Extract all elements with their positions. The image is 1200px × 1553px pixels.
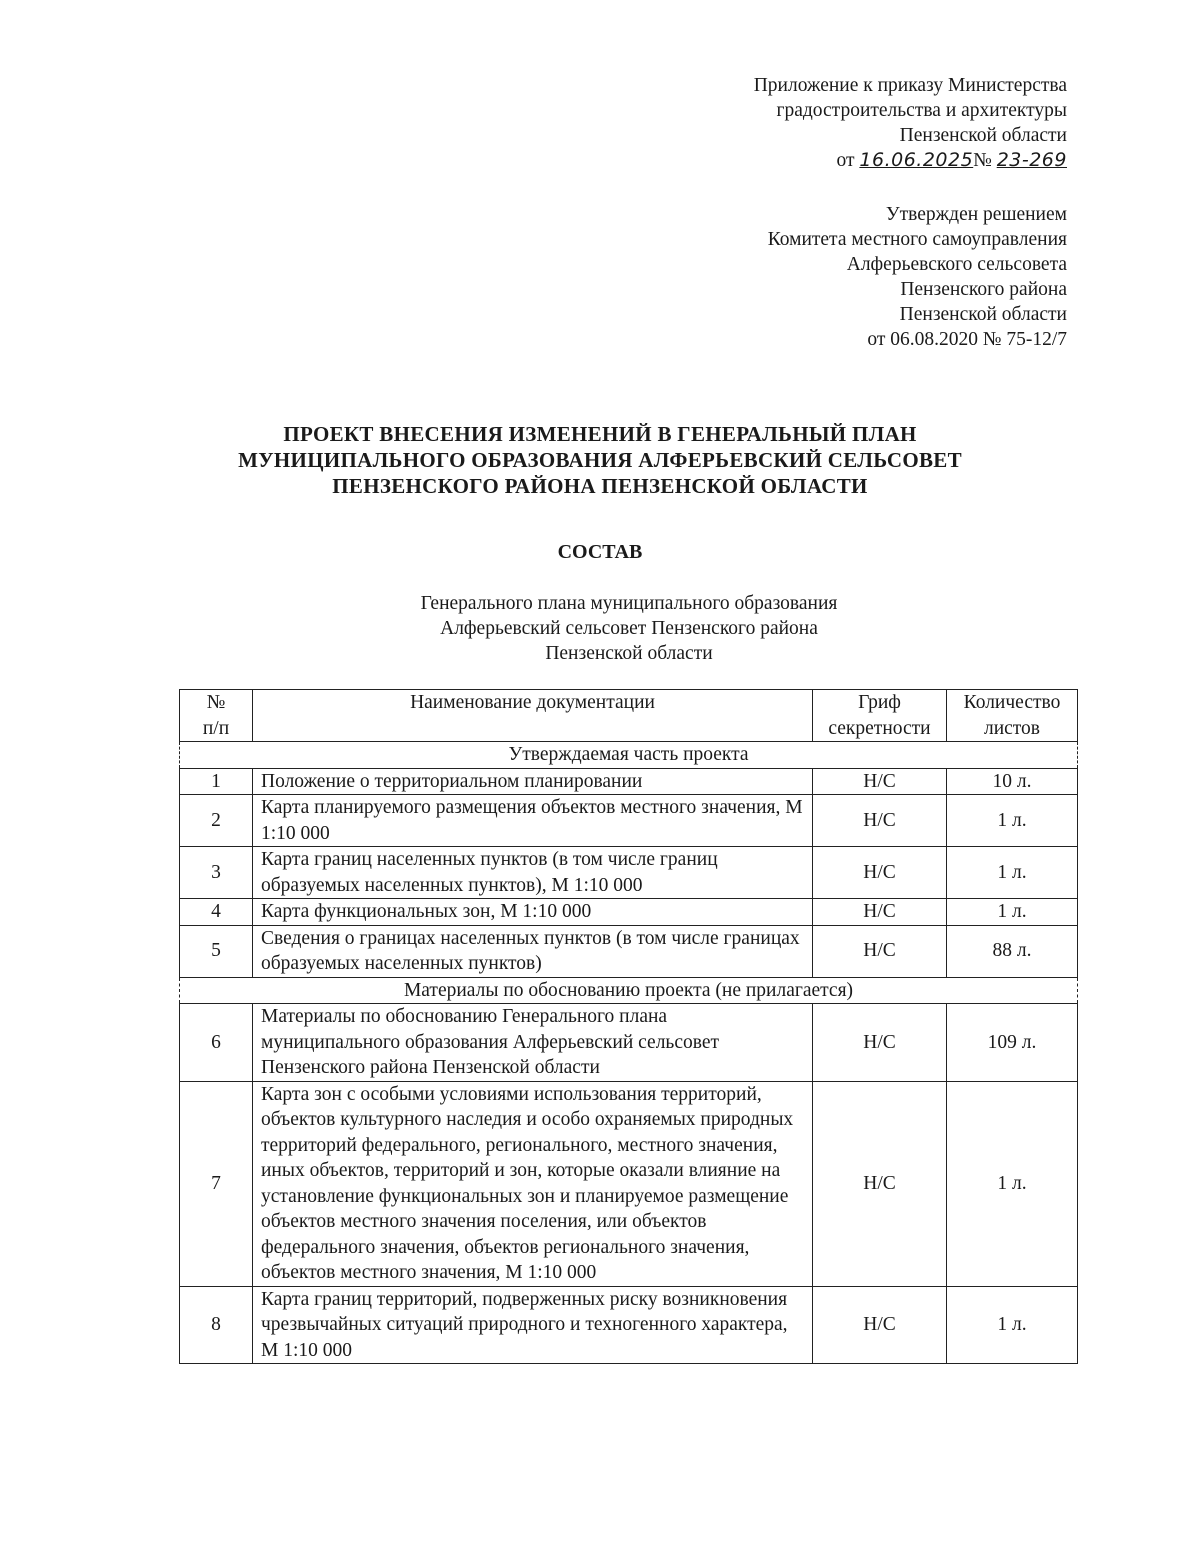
composition-table — [179, 689, 1078, 1364]
section-row — [180, 742, 1078, 769]
approval-line: от 06.08.2020 № 75-12/7 — [867, 329, 1067, 350]
row-name: Карта планируемого размещения объектов местного значения, М 1:10 000 — [253, 795, 813, 847]
appendix-header — [754, 73, 1067, 173]
table-row — [180, 899, 1078, 926]
row-number: 3 — [180, 847, 253, 899]
row-count: 1 л. — [947, 1081, 1078, 1286]
row-name: Положение о территориальном планировании — [253, 768, 813, 795]
header-name: Наименование документации — [253, 690, 813, 742]
handwritten-number: 23-269 — [996, 149, 1067, 171]
title-line: ПРОЕКТ ВНЕСЕНИЯ ИЗМЕНЕНИЙ В ГЕНЕРАЛЬНЫЙ ПЛАН — [283, 422, 917, 446]
document-title — [0, 421, 1200, 499]
row-count: 1 л. — [947, 1286, 1078, 1364]
header-secrecy — [813, 690, 947, 742]
subtitle — [0, 591, 1200, 666]
header-secrecy-line: Гриф — [858, 692, 901, 713]
row-count: 109 л. — [947, 1004, 1078, 1082]
header-number — [180, 690, 253, 742]
row-count: 1 л. — [947, 847, 1078, 899]
header-count-line: листов — [983, 717, 1041, 739]
from-label: от — [836, 150, 855, 171]
row-number: 5 — [180, 925, 253, 977]
approval-line: Утвержден решением — [885, 204, 1067, 225]
row-name: Карта функциональных зон, М 1:10 000 — [253, 899, 813, 926]
appendix-line: Приложение к приказу Министерства — [753, 75, 1067, 96]
row-name: Карта границ территорий, подверженных риску возникновения чрезвычайных ситуаций природного и техногенного характера, М 1:10 000 — [253, 1286, 813, 1364]
row-name: Сведения о границах населенных пунктов (в том числе границах образуемых населенных пунктов) — [253, 925, 813, 977]
table-row — [180, 1081, 1078, 1286]
table-row — [180, 925, 1078, 977]
approval-line: Алферьевского сельсовета — [846, 254, 1067, 275]
table-row — [180, 847, 1078, 899]
row-number: 1 — [180, 768, 253, 795]
header-secrecy-line: секретности — [828, 717, 931, 739]
row-count: 88 л. — [947, 925, 1078, 977]
number-label: № — [973, 150, 992, 171]
title-line: ПЕНЗЕНСКОГО РАЙОНА ПЕНЗЕНСКОЙ ОБЛАСТИ — [332, 474, 868, 498]
header-count — [947, 690, 1078, 742]
approval-line: Пензенской области — [899, 304, 1067, 325]
row-secrecy: Н/С — [813, 1081, 947, 1286]
row-secrecy: Н/С — [813, 847, 947, 899]
row-number: 6 — [180, 1004, 253, 1082]
row-secrecy: Н/С — [813, 795, 947, 847]
table-row — [180, 1286, 1078, 1364]
row-secrecy: Н/С — [813, 768, 947, 795]
subtitle-line: Алферьевский сельсовет Пензенского района — [440, 618, 818, 639]
table-row — [180, 768, 1078, 795]
header-count-line: Количество — [963, 692, 1061, 713]
approval-line: Пензенского района — [900, 279, 1067, 300]
subtitle-line: Пензенской области — [545, 643, 713, 664]
row-count: 1 л. — [947, 795, 1078, 847]
section-row — [180, 977, 1078, 1004]
row-number: 4 — [180, 899, 253, 926]
approval-block — [768, 202, 1067, 352]
header-number-line: п/п — [202, 717, 230, 739]
row-secrecy: Н/С — [813, 925, 947, 977]
sostav-heading: СОСТАВ — [557, 541, 643, 563]
table-row — [180, 795, 1078, 847]
subtitle-line: Генерального плана муниципального образования — [420, 593, 838, 614]
appendix-line: градостроительства и архитектуры — [776, 100, 1067, 121]
row-name: Карта зон с особыми условиями использования территорий, объектов культурного наследия и особо охраняемых природных территорий федерального, регионального, местного значения, иных объектов, территорий и зон, которые оказали влияние на установление функциональных зон и планируемое размещение объектов местного значения поселения, или объектов федерального значения, объектов регионального значения, объектов местного значения, М 1:10 000 — [253, 1081, 813, 1286]
row-number: 8 — [180, 1286, 253, 1364]
section-title: Утверждаемая часть проекта — [180, 742, 1078, 769]
row-secrecy: Н/С — [813, 1004, 947, 1082]
row-number: 7 — [180, 1081, 253, 1286]
header-number-line: № — [206, 692, 226, 713]
table-row — [180, 1004, 1078, 1082]
approval-line: Комитета местного самоуправления — [767, 229, 1067, 250]
row-name: Материалы по обоснованию Генерального плана муниципального образования Алферьевский сельсовет Пензенского района Пензенской области — [253, 1004, 813, 1082]
row-count: 1 л. — [947, 899, 1078, 926]
section-title: Материалы по обоснованию проекта (не прилагается) — [180, 977, 1078, 1004]
row-name: Карта границ населенных пунктов (в том числе границ образуемых населенных пунктов), М 1:10 000 — [253, 847, 813, 899]
handwritten-date: 16.06.2025 — [859, 149, 974, 171]
appendix-date-line — [754, 148, 1067, 173]
title-line: МУНИЦИПАЛЬНОГО ОБРАЗОВАНИЯ АЛФЕРЬЕВСКИЙ СЕЛЬСОВЕТ — [238, 448, 962, 472]
appendix-line: Пензенской области — [899, 125, 1067, 146]
row-count: 10 л. — [947, 768, 1078, 795]
table-header-row — [180, 690, 1078, 742]
row-number: 2 — [180, 795, 253, 847]
row-secrecy: Н/С — [813, 1286, 947, 1364]
row-secrecy: Н/С — [813, 899, 947, 926]
